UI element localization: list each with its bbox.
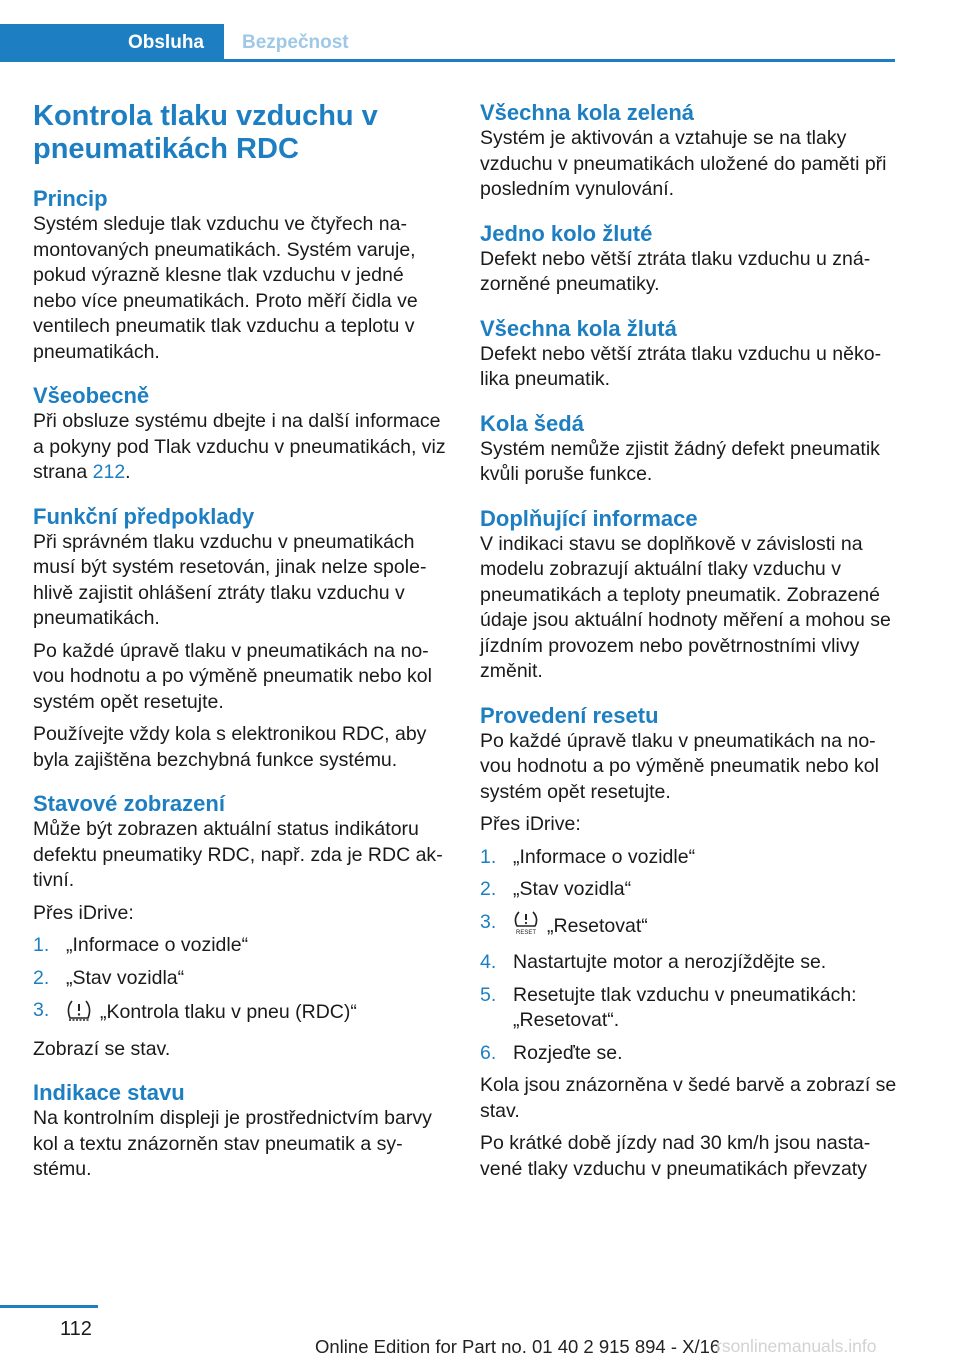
edition-note: Online Edition for Part no. 01 40 2 915 894 - X/16 [315,1336,721,1357]
list-number: 2. [33,966,50,989]
heading-princip: Princip [33,186,108,211]
list-text: „Stav vozidla“ [66,966,185,989]
list-text: Resetujte tlak vzduchu v pneumatikách: „Resetovat“. [513,983,857,1031]
paragraph: Defekt nebo větší ztráta tlaku vzduchu u znázorněné pneumatiky. [480,247,871,295]
list-number: 1. [480,845,497,868]
heading-indikace-stavu: Indikace stavu [33,1080,185,1105]
right-column [480,100,900,1189]
list-text: „Stav vozidla“ [513,878,632,900]
reset-icon-label: RESET [515,929,537,936]
list-text: „Informace o vozidle“ [66,934,249,956]
page-link[interactable]: 212 [92,461,126,483]
reset-steps-list [480,845,900,1067]
list-item [480,950,900,976]
paragraph: Po krátké době jízdy nad 30 km/h jsou nastavené tlaky vzduchu v pneumatikách převzaty [480,1132,871,1180]
heading-vseobecne: Všeobecně [33,383,150,408]
paragraph: Po každé úpravě tlaku v pneumatikách na novou hodnotu a po výměně pneumatik nebo kol systém opět resetujte. [33,639,432,713]
paragraph [33,409,447,486]
tire-pressure-reset-icon [513,910,539,944]
list-item [480,845,900,871]
footer-rule [0,1305,98,1308]
page-title: Kontrola tlaku vzduchu v pneumatikách RDC [33,100,378,165]
paragraph: Zobrazí se stav. [33,1037,171,1060]
paragraph: Kola jsou znázorněna v šedé barvě a zobrazí se stav. [480,1074,897,1122]
heading-funkcni-predpoklady: Funkční předpoklady [33,503,255,529]
paragraph: Používejte vždy kola s elektronikou RDC, aby byla zajištěna bezchybná funkce systému. [33,723,427,771]
heading-kola-seda: Kola šedá [480,410,584,436]
tab-underline [0,59,895,62]
paragraph: Přes iDrive: [480,813,581,835]
list-item [480,877,900,903]
list-number: 1. [33,934,50,956]
heading-vsechna-kola-zluta: Všechna kola žlutá [480,315,677,341]
list-item [480,1041,900,1067]
heading-stavove-zobrazeni: Stavové zobrazení [33,791,225,816]
paragraph: Při správném tlaku vzduchu v pneumatikách musí být systém resetován, jinak nelze spolehlivě zajistit ohlášení ztráty tlaku vzduchu v pneumatikách. [33,530,427,629]
list-text: „Resetovat“ [547,914,648,937]
list-number: 6. [480,1041,497,1064]
list-text: Nastartujte motor a nerozjíždějte se. [513,951,827,973]
list-item [33,966,447,992]
list-number: 3. [33,999,50,1021]
list-number: 2. [480,878,497,900]
paragraph: Přes iDrive: [33,901,134,924]
paragraph: Systém je aktivován a vztahuje se na tlaky vzduchu v pneumatikách uložené do paměti při posledním vynulování. [480,127,887,200]
heading-jedno-kolo-zlute: Jedno kolo žluté [480,220,653,246]
paragraph: Po každé úpravě tlaku v pneumatikách na novou hodnotu a po výměně pneumatik nebo kol systém opět resetujte. [480,729,879,803]
paragraph: Systém sleduje tlak vzduchu ve čtyřech namontovaných pneumatikách. Systém varuje, pokud výrazně klesne tlak vzduchu v jedné nebo více pneumatikách. Proto měří čidla ve ventilech pneumatik tlak vzduchu a teplotu v pneumatikách. [33,213,418,363]
list-number: 4. [480,951,497,973]
page-number: 112 [60,1318,92,1340]
list-number: 5. [480,983,497,1006]
text: Při obsluze systému dbejte i na další informace a pokyny pod Tlak vzduchu v pneumatikách, viz strana [33,410,446,483]
chapter-tabs [0,24,895,62]
list-number: 3. [480,910,497,933]
tab-obsluha[interactable]: Obsluha [0,24,224,62]
left-column [33,100,447,1190]
list-item [33,933,447,959]
paragraph: Může být zobrazen aktuální status indikátoru defektu pneumatiky RDC, např. zda je RDC aktivní. [33,818,443,891]
heading-doplnujici-informace: Doplňující informace [480,505,698,531]
heading-provedeni-resetu: Provedení resetu [480,702,659,728]
list-text: „Informace o vozidle“ [513,845,696,868]
paragraph: Systém nemůže zjistit žádný defekt pneumatik kvůli poruše funkce. [480,437,880,485]
list-item [33,998,447,1030]
tire-pressure-icon [66,998,92,1030]
paragraph: V indikaci stavu se doplňkově v závislosti na modelu zobrazují aktuální tlaky vzduchu v pneumatikách a teploty pneumatik. Zobrazené údaje jsou aktuální hodnoty měření a mohou se jízdním provozem nebo povětrnostními vlivy změnit. [480,532,891,682]
paragraph: Defekt nebo větší ztráta tlaku vzduchu u několika pneumatik. [480,342,882,390]
list-text: „Kontrola tlaku v pneu (RDC)“ [100,1001,357,1023]
watermark: rsonlinemanuals.info [716,1336,877,1356]
tab-bezpecnost[interactable]: Bezpečnost [242,32,349,53]
steps-list [33,933,447,1030]
list-item [480,910,900,944]
heading-vsechna-kola-zelena: Všechna kola zelená [480,100,694,125]
list-text: Rozjeďte se. [513,1041,623,1064]
text: . [125,461,131,483]
list-item [480,983,900,1034]
paragraph: Na kontrolním displeji je prostřednictvím barvy kol a textu znázorněn stav pneumatik a systému. [33,1107,432,1180]
